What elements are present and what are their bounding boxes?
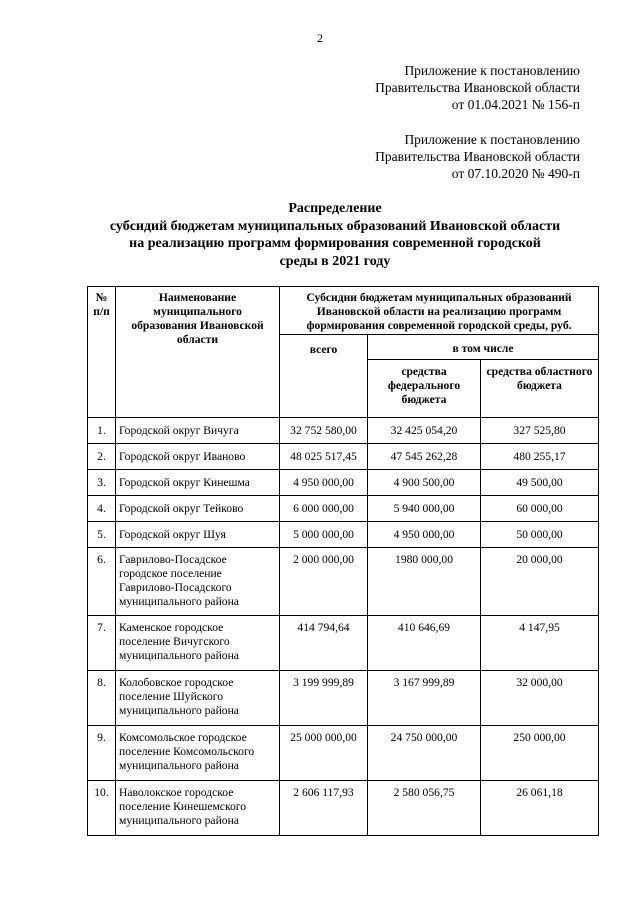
cell-federal: 3 167 999,89 <box>368 671 481 726</box>
header-subsidy: Субсидии бюджетам муниципальных образований Ивановской области на реализацию программ формирования современной городской среды, руб. <box>280 287 599 335</box>
header-federal: средства федерального бюджета <box>368 360 481 418</box>
cell-regional: 60 000,00 <box>481 496 599 522</box>
cell-regional: 32 000,00 <box>481 671 599 726</box>
table-row <box>88 444 599 470</box>
title-line: на реализацию программ формирования современной городской <box>129 236 541 251</box>
cell-federal: 2 580 056,75 <box>368 781 481 836</box>
cell-num: 1. <box>88 418 116 444</box>
cell-name: Городской округ Кинешма <box>116 470 280 496</box>
table-row <box>88 418 599 444</box>
cell-federal: 32 425 054,20 <box>368 418 481 444</box>
cell-total: 6 000 000,00 <box>280 496 368 522</box>
cell-num: 3. <box>88 470 116 496</box>
cell-total: 32 752 580,00 <box>280 418 368 444</box>
header-regional: средства областного бюджета <box>481 360 599 418</box>
title-line: Распределение <box>288 201 382 216</box>
header-name: Наименование муниципального образования Ивановской области <box>116 287 280 418</box>
table-row <box>88 726 599 781</box>
table-row <box>88 496 599 522</box>
cell-num: 6. <box>88 548 116 616</box>
title-line: среды в 2021 году <box>279 253 391 269</box>
cell-regional: 49 500,00 <box>481 470 599 496</box>
page-number: 2 <box>317 31 323 45</box>
approval-line: Правительства Ивановской области <box>375 80 580 95</box>
cell-total: 3 199 999,89 <box>280 671 368 726</box>
cell-regional: 250 000,00 <box>481 726 599 781</box>
cell-name: Колобовское городское поселение Шуйского муниципального района <box>116 671 280 726</box>
cell-name: Городской округ Тейково <box>116 496 280 522</box>
cell-name: Каменское городское поселение Вичугского муниципального района <box>116 616 280 671</box>
table-row <box>88 522 599 548</box>
cell-name: Городской округ Шуя <box>116 522 280 548</box>
cell-federal: 4 950 000,00 <box>368 522 481 548</box>
table-row <box>88 470 599 496</box>
cell-num: 2. <box>88 444 116 470</box>
subsidy-table <box>87 286 599 836</box>
table-row <box>88 548 599 616</box>
cell-federal: 5 940 000,00 <box>368 496 481 522</box>
cell-federal: 4 900 500,00 <box>368 470 481 496</box>
cell-total: 25 000 000,00 <box>280 726 368 781</box>
cell-num: 5. <box>88 522 116 548</box>
header-including: в том числе <box>368 335 599 360</box>
approval-line: Приложение к постановлению <box>404 132 580 147</box>
cell-federal: 24 750 000,00 <box>368 726 481 781</box>
cell-name: Наволокское городское поселение Кинешемского муниципального района <box>116 781 280 836</box>
cell-total: 414 794,64 <box>280 616 368 671</box>
cell-federal: 47 545 262,28 <box>368 444 481 470</box>
header-num: № п/п <box>88 287 116 418</box>
cell-federal: 410 646,69 <box>368 616 481 671</box>
approval-line: Приложение к постановлению <box>404 63 580 78</box>
table-header <box>88 287 599 418</box>
document-title <box>70 200 600 270</box>
cell-total: 4 950 000,00 <box>280 470 368 496</box>
cell-name: Городской округ Иваново <box>116 444 280 470</box>
table-row <box>88 616 599 671</box>
approval-block-original <box>375 131 580 182</box>
table-row <box>88 671 599 726</box>
cell-regional: 26 061,18 <box>481 781 599 836</box>
cell-name: Комсомольское городское поселение Комсомольского муниципального района <box>116 726 280 781</box>
approval-line: Правительства Ивановской области <box>375 149 580 164</box>
table-row <box>88 781 599 836</box>
cell-total: 5 000 000,00 <box>280 522 368 548</box>
cell-regional: 50 000,00 <box>481 522 599 548</box>
cell-num: 10. <box>88 781 116 836</box>
cell-num: 8. <box>88 671 116 726</box>
cell-regional: 4 147,95 <box>481 616 599 671</box>
cell-federal: 1980 000,00 <box>368 548 481 616</box>
cell-num: 7. <box>88 616 116 671</box>
cell-regional: 20 000,00 <box>481 548 599 616</box>
cell-num: 9. <box>88 726 116 781</box>
header-total: всего <box>280 335 368 418</box>
approval-line: от 01.04.2021 № 156-п <box>451 97 580 112</box>
approval-block-current <box>375 62 580 113</box>
cell-total: 2 606 117,93 <box>280 781 368 836</box>
cell-regional: 327 525,80 <box>481 418 599 444</box>
cell-name: Городской округ Вичуга <box>116 418 280 444</box>
approval-line: от 07.10.2020 № 490-п <box>451 166 580 181</box>
cell-total: 2 000 000,00 <box>280 548 368 616</box>
cell-regional: 480 255,17 <box>481 444 599 470</box>
cell-num: 4. <box>88 496 116 522</box>
cell-total: 48 025 517,45 <box>280 444 368 470</box>
title-line: субсидий бюджетам муниципальных образований Ивановской области <box>109 218 561 234</box>
cell-name: Гаврилово-Посадское городское поселение Гаврилово-Посадского муниципального района <box>116 548 280 616</box>
